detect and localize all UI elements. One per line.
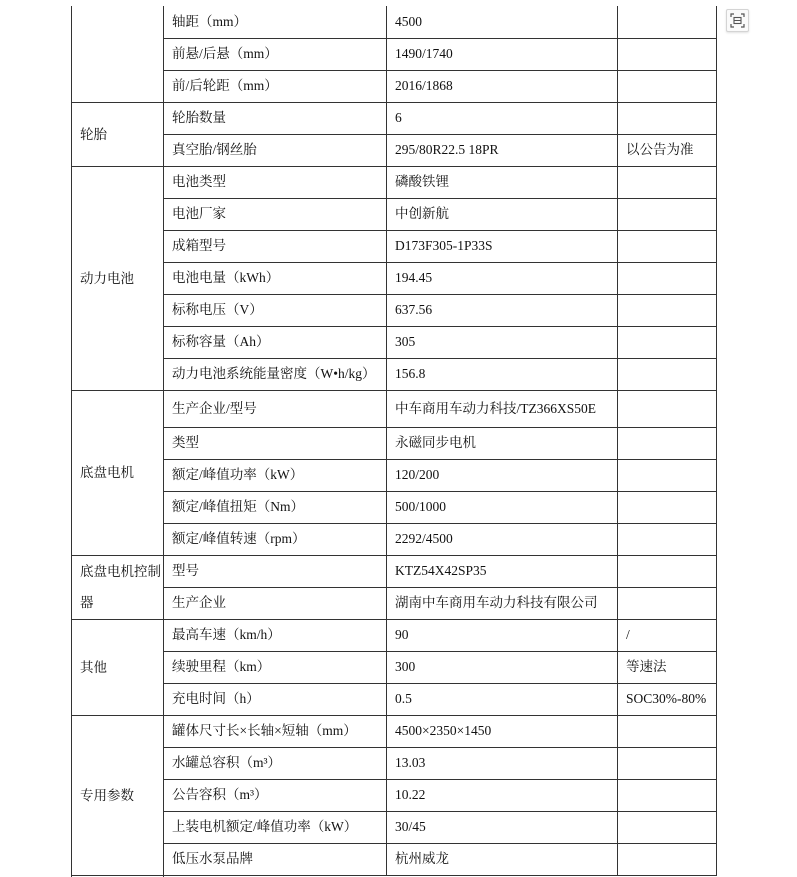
note-cell <box>618 38 717 70</box>
note-cell: SOC30%-80% <box>618 683 717 715</box>
value-cell: D173F305-1P33S <box>387 230 618 262</box>
value-cell: 120/200 <box>387 459 618 491</box>
value-cell: 杭州威龙 <box>387 843 618 875</box>
label-cell: 类型 <box>164 427 387 459</box>
value-cell: 中车商用车动力科技/TZ366XS50E <box>387 390 618 427</box>
note-cell <box>618 70 717 102</box>
group-cell-battery: 动力电池 <box>72 166 164 390</box>
table-row <box>72 491 717 523</box>
table-row <box>72 523 717 555</box>
note-cell <box>618 715 717 747</box>
group-cell-motor: 底盘电机 <box>72 390 164 555</box>
label-cell: 额定/峰值功率（kW） <box>164 459 387 491</box>
note-cell <box>618 166 717 198</box>
value-cell: 6 <box>387 102 618 134</box>
label-cell: 动力电池系统能量密度（W•h/kg） <box>164 358 387 390</box>
table-row <box>72 6 717 38</box>
note-cell <box>618 390 717 427</box>
column-rule <box>163 870 164 877</box>
note-cell <box>618 779 717 811</box>
value-cell: 1490/1740 <box>387 38 618 70</box>
table-row <box>72 555 717 587</box>
table-row <box>72 358 717 390</box>
note-cell <box>618 747 717 779</box>
value-cell: 10.22 <box>387 779 618 811</box>
label-cell: 型号 <box>164 555 387 587</box>
value-cell: 30/45 <box>387 811 618 843</box>
table-continuation <box>71 870 716 877</box>
screenshot-frame-icon <box>730 13 745 28</box>
label-cell: 额定/峰值扭矩（Nm） <box>164 491 387 523</box>
label-cell: 轮胎数量 <box>164 102 387 134</box>
label-cell: 轴距（mm） <box>164 6 387 38</box>
table-row <box>72 779 717 811</box>
label-cell: 上装电机额定/峰值功率（kW） <box>164 811 387 843</box>
label-cell: 罐体尺寸长×长轴×短轴（mm） <box>164 715 387 747</box>
label-cell: 电池电量（kWh） <box>164 262 387 294</box>
label-cell: 电池厂家 <box>164 198 387 230</box>
value-cell: 0.5 <box>387 683 618 715</box>
table-row <box>72 326 717 358</box>
value-cell: 湖南中车商用车动力科技有限公司 <box>387 587 618 619</box>
note-cell <box>618 587 717 619</box>
table-row <box>72 70 717 102</box>
note-cell <box>618 326 717 358</box>
group-cell-continued <box>72 6 164 102</box>
table-row <box>72 459 717 491</box>
table-row <box>72 651 717 683</box>
table-row <box>72 715 717 747</box>
note-cell <box>618 294 717 326</box>
column-rule <box>71 870 72 877</box>
note-cell <box>618 811 717 843</box>
table-row <box>72 166 717 198</box>
label-cell: 电池类型 <box>164 166 387 198</box>
note-cell <box>618 230 717 262</box>
note-cell <box>618 198 717 230</box>
label-cell: 续驶里程（km） <box>164 651 387 683</box>
table-row <box>72 683 717 715</box>
table-row <box>72 134 717 166</box>
table-row <box>72 619 717 651</box>
value-cell: 295/80R22.5 18PR <box>387 134 618 166</box>
label-cell: 额定/峰值转速（rpm） <box>164 523 387 555</box>
group-cell-controller: 底盘电机控制器 <box>72 555 164 619</box>
table-row <box>72 811 717 843</box>
note-cell <box>618 358 717 390</box>
note-cell <box>618 523 717 555</box>
table-row <box>72 102 717 134</box>
value-cell: 2016/1868 <box>387 70 618 102</box>
table-row <box>72 427 717 459</box>
value-cell: 90 <box>387 619 618 651</box>
note-cell: 以公告为准 <box>618 134 717 166</box>
value-cell: 磷酸铁锂 <box>387 166 618 198</box>
note-cell <box>618 262 717 294</box>
note-cell <box>618 555 717 587</box>
value-cell: 4500×2350×1450 <box>387 715 618 747</box>
value-cell: 2292/4500 <box>387 523 618 555</box>
spec-table <box>71 6 717 876</box>
label-cell: 最高车速（km/h） <box>164 619 387 651</box>
group-cell-tire: 轮胎 <box>72 102 164 166</box>
label-cell: 充电时间（h） <box>164 683 387 715</box>
value-cell: 194.45 <box>387 262 618 294</box>
note-cell <box>618 459 717 491</box>
table-row <box>72 198 717 230</box>
value-cell: 637.56 <box>387 294 618 326</box>
note-cell <box>618 427 717 459</box>
value-cell: 中创新航 <box>387 198 618 230</box>
group-cell-other: 其他 <box>72 619 164 715</box>
note-cell <box>618 102 717 134</box>
label-cell: 生产企业/型号 <box>164 390 387 427</box>
label-cell: 生产企业 <box>164 587 387 619</box>
table-row <box>72 38 717 70</box>
screenshot-button[interactable] <box>726 9 749 32</box>
label-cell: 标称电压（V） <box>164 294 387 326</box>
label-cell: 前/后轮距（mm） <box>164 70 387 102</box>
note-cell <box>618 6 717 38</box>
value-cell: KTZ54X42SP35 <box>387 555 618 587</box>
value-cell: 4500 <box>387 6 618 38</box>
value-cell: 13.03 <box>387 747 618 779</box>
value-cell: 300 <box>387 651 618 683</box>
label-cell: 真空胎/钢丝胎 <box>164 134 387 166</box>
label-cell: 低压水泵品牌 <box>164 843 387 875</box>
value-cell: 305 <box>387 326 618 358</box>
value-cell: 永磁同步电机 <box>387 427 618 459</box>
label-cell: 前悬/后悬（mm） <box>164 38 387 70</box>
value-cell: 156.8 <box>387 358 618 390</box>
table-row <box>72 294 717 326</box>
label-cell: 水罐总容积（m³） <box>164 747 387 779</box>
label-cell: 标称容量（Ah） <box>164 326 387 358</box>
label-cell: 成箱型号 <box>164 230 387 262</box>
value-cell: 500/1000 <box>387 491 618 523</box>
table-row <box>72 390 717 427</box>
label-cell: 公告容积（m³） <box>164 779 387 811</box>
table-row <box>72 747 717 779</box>
table-row <box>72 262 717 294</box>
note-cell: 等速法 <box>618 651 717 683</box>
group-cell-special: 专用参数 <box>72 715 164 875</box>
note-cell: / <box>618 619 717 651</box>
table-row <box>72 230 717 262</box>
table-row <box>72 587 717 619</box>
note-cell <box>618 491 717 523</box>
